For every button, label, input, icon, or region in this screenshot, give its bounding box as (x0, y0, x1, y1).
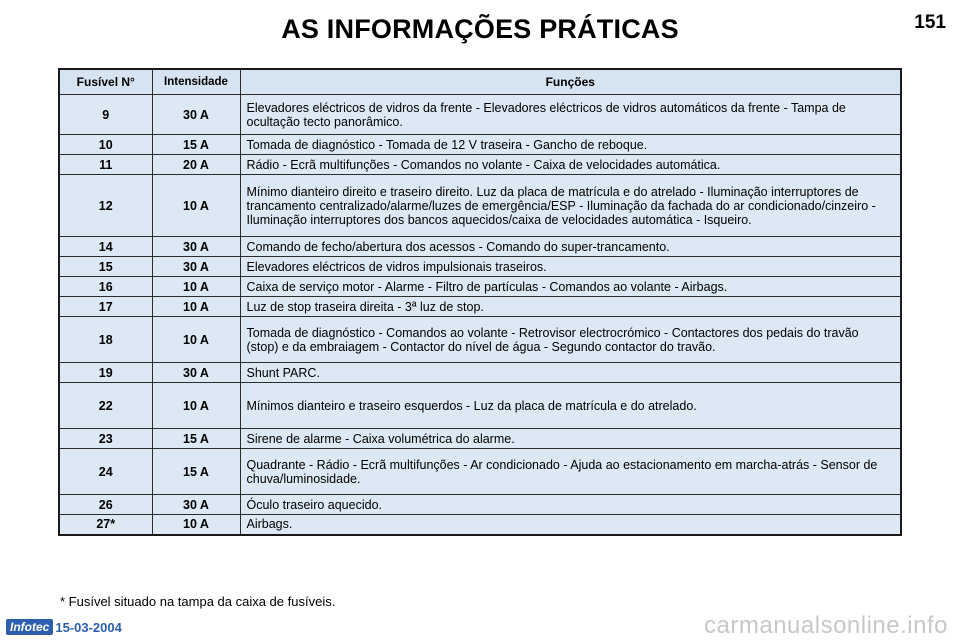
fuse-amperage: 30 A (152, 237, 240, 257)
watermark: carmanualsonline.info (704, 612, 948, 639)
footer-brand (6, 619, 122, 635)
table-row (59, 297, 901, 317)
fuse-amperage: 30 A (152, 257, 240, 277)
fuse-amperage: 10 A (152, 383, 240, 429)
fuse-amperage: 15 A (152, 449, 240, 495)
infotec-logo: Infotec (6, 619, 53, 635)
table-row (59, 257, 901, 277)
fuse-amperage: 10 A (152, 317, 240, 363)
fuse-number: 23 (59, 429, 152, 449)
fuse-amperage: 30 A (152, 363, 240, 383)
column-header-functions: Funções (240, 69, 901, 95)
fuse-functions: Tomada de diagnóstico - Tomada de 12 V traseira - Gancho de reboque. (240, 135, 901, 155)
fuse-number: 24 (59, 449, 152, 495)
table-row (59, 277, 901, 297)
fuse-amperage: 10 A (152, 277, 240, 297)
fuse-functions: Sirene de alarme - Caixa volumétrica do alarme. (240, 429, 901, 449)
fuse-functions: Quadrante - Rádio - Ecrã multifunções - Ar condicionado - Ajuda ao estacionamento em marcha-atrás - Sensor de chuva/luminosidade. (240, 449, 901, 495)
fuse-amperage: 15 A (152, 429, 240, 449)
fuse-amperage: 30 A (152, 495, 240, 515)
table-row (59, 237, 901, 257)
fuse-amperage: 10 A (152, 175, 240, 237)
fuse-amperage: 30 A (152, 95, 240, 135)
fuse-functions: Airbags. (240, 515, 901, 535)
fuse-number: 17 (59, 297, 152, 317)
fuse-functions: Elevadores eléctricos de vidros impulsionais traseiros. (240, 257, 901, 277)
fuse-functions: Mínimos dianteiro e traseiro esquerdos - Luz da placa de matrícula e do atrelado. (240, 383, 901, 429)
fuse-number: 19 (59, 363, 152, 383)
table-row (59, 317, 901, 363)
fuse-functions: Comando de fecho/abertura dos acessos - Comando do super-trancamento. (240, 237, 901, 257)
fuse-number: 18 (59, 317, 152, 363)
table-row (59, 429, 901, 449)
print-date: 15-03-2004 (55, 619, 122, 635)
fuse-number: 9 (59, 95, 152, 135)
page-title: AS INFORMAÇÕES PRÁTICAS (281, 14, 679, 44)
column-header-fuse: Fusível N° (59, 69, 152, 95)
page-number: 151 (914, 12, 946, 33)
fuse-functions: Caixa de serviço motor - Alarme - Filtro de partículas - Comandos ao volante - Airbags. (240, 277, 901, 297)
fuse-functions: Elevadores eléctricos de vidros da frente - Elevadores eléctricos de vidros automáticos da frente - Tampa de ocultação tecto panorâmico. (240, 95, 901, 135)
fuse-number: 27* (59, 515, 152, 535)
fuse-number: 11 (59, 155, 152, 175)
table-row (59, 175, 901, 237)
table-row (59, 95, 901, 135)
table-row (59, 135, 901, 155)
fuse-amperage: 10 A (152, 515, 240, 535)
footnote: * Fusível situado na tampa da caixa de fusíveis. (60, 594, 336, 609)
table-row (59, 515, 901, 535)
fuse-functions: Shunt PARC. (240, 363, 901, 383)
table-row (59, 495, 901, 515)
fuse-functions: Tomada de diagnóstico - Comandos ao volante - Retrovisor electrocrómico - Contactores dos pedais do travão (stop) e da embraiagem - Contactor do nível de água - Segundo contactor do travão. (240, 317, 901, 363)
table-row (59, 363, 901, 383)
fuse-number: 16 (59, 277, 152, 297)
column-header-amperage: Intensidade (152, 69, 240, 95)
fuse-amperage: 20 A (152, 155, 240, 175)
fuse-number: 22 (59, 383, 152, 429)
table-row (59, 155, 901, 175)
fuse-number: 15 (59, 257, 152, 277)
table-header-row (59, 69, 901, 95)
fuse-number: 26 (59, 495, 152, 515)
fuse-functions: Luz de stop traseira direita - 3ª luz de stop. (240, 297, 901, 317)
table-row (59, 449, 901, 495)
table-row (59, 383, 901, 429)
fuse-functions: Rádio - Ecrã multifunções - Comandos no volante - Caixa de velocidades automática. (240, 155, 901, 175)
fuse-table (58, 68, 902, 536)
fuse-amperage: 15 A (152, 135, 240, 155)
fuse-number: 12 (59, 175, 152, 237)
fuse-functions: Mínimo dianteiro direito e traseiro direito. Luz da placa de matrícula e do atrelado - Iluminação interruptores de trancamento centralizado/alarme/luzes de emergência/ESP - Iluminação da fachada do ar condicionado/cinzeiro - Iluminação interruptores dos bancos aquecidos/caixa de velocidades automática - Isqueiro. (240, 175, 901, 237)
fuse-amperage: 10 A (152, 297, 240, 317)
fuse-number: 14 (59, 237, 152, 257)
fuse-functions: Óculo traseiro aquecido. (240, 495, 901, 515)
fuse-number: 10 (59, 135, 152, 155)
